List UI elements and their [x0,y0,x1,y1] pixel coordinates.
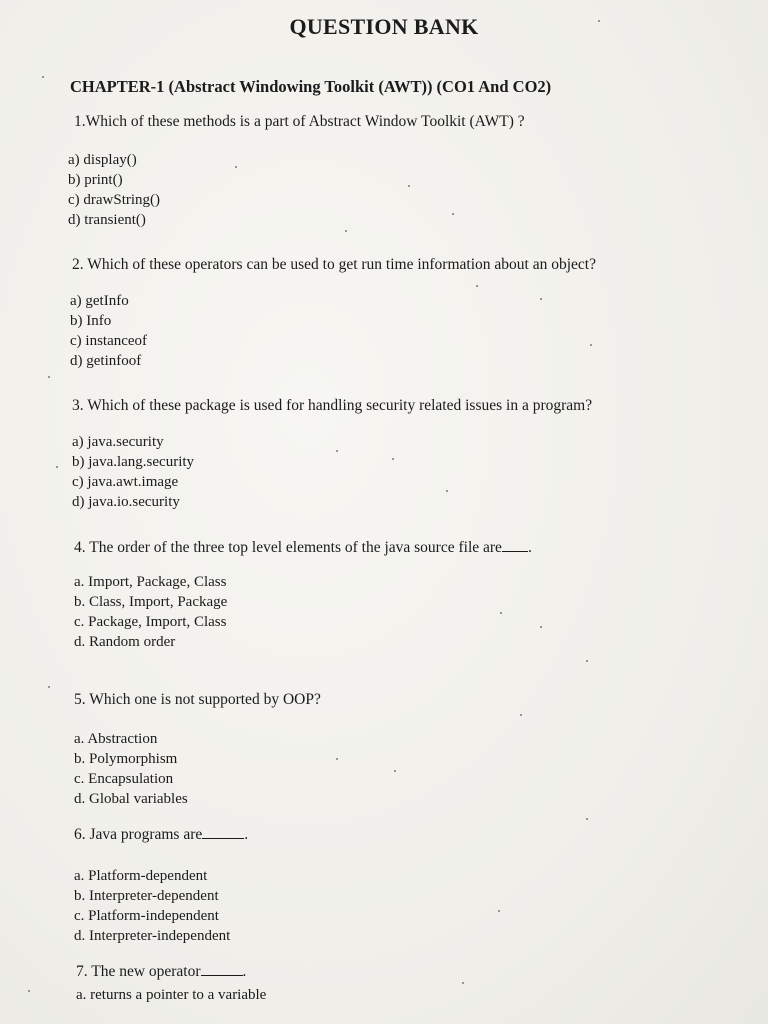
scan-speck [392,458,394,460]
option: c) drawString() [68,192,161,208]
option: a) getInfo [70,293,129,309]
option: b. Class, Import, Package [74,594,228,610]
question-1-options [68,150,160,230]
question-3: 3. Which of these package is used for handling security related issues in a program? [72,397,593,414]
chapter-heading: CHAPTER-1 (Abstract Windowing Toolkit (AWT)) (CO1 And CO2) [70,77,552,96]
scan-speck [520,714,522,716]
question-7 [76,963,246,981]
scan-speck [540,626,542,628]
scan-speck [476,285,478,287]
scan-speck [498,910,500,912]
scan-speck [42,76,44,78]
option: b) Info [70,313,112,329]
option: a. returns a pointer to a variable [76,987,267,1003]
question-4-text: 4. The order of the three top level elements of the java source file are [74,539,502,556]
question-6 [74,826,248,844]
option: c) instanceof [70,333,148,349]
scan-speck [28,990,30,992]
scan-speck [408,185,410,187]
question-2: 2. Which of these operators can be used to get run time information about an object? [72,256,596,273]
option: c. Encapsulation [74,771,174,787]
option: d) transient() [68,212,146,228]
page-title: QUESTION BANK [289,14,479,39]
scan-speck [235,166,237,168]
question-6-options [74,866,230,946]
option: a) display() [68,152,137,168]
option: d. Random order [74,634,176,650]
scan-speck [586,818,588,820]
scan-speck [540,298,542,300]
scan-speck [590,344,592,346]
scan-speck [336,450,338,452]
question-4 [74,539,532,557]
question-3-options [72,432,194,512]
question-7-suffix: . [242,963,247,980]
question-7-text: 7. The new operator [76,963,201,980]
option: a. Import, Package, Class [74,574,227,590]
scan-speck [336,758,338,760]
question-6-text: 6. Java programs are [74,826,203,843]
question-7-options [76,985,266,1005]
answer-blank [202,838,244,839]
option: c. Platform-independent [74,908,219,924]
question-6-suffix: . [244,826,249,843]
scan-speck [446,490,448,492]
scan-speck [500,612,502,614]
scan-speck [452,213,454,215]
question-4-suffix: . [527,539,532,556]
question-1: 1.Which of these methods is a part of Abstract Window Toolkit (AWT) ? [74,113,525,130]
option: c) java.awt.image [72,474,179,490]
scan-speck [598,20,600,22]
option: a. Abstraction [74,731,158,747]
option: a. Platform-dependent [74,868,208,884]
scan-speck [394,770,396,772]
question-2-options [70,291,147,371]
option: d) getinfoof [70,353,142,369]
option: b. Interpreter-dependent [74,888,219,904]
option: b. Polymorphism [74,751,178,767]
option: b) print() [68,172,123,188]
scan-speck [56,466,58,468]
question-5: 5. Which one is not supported by OOP? [74,691,321,708]
scan-speck [48,376,50,378]
option: d. Global variables [74,791,188,807]
scan-speck [48,686,50,688]
scan-speck [586,660,588,662]
question-4-options [74,572,227,652]
option: d. Interpreter-independent [74,928,231,944]
option: c. Package, Import, Class [74,614,227,630]
answer-blank [502,551,528,552]
scan-speck [462,982,464,984]
scan-speck [345,230,347,232]
option: b) java.lang.security [72,454,195,470]
answer-blank [201,975,243,976]
question-5-options [74,729,188,809]
option: d) java.io.security [72,494,180,510]
option: a) java.security [72,434,164,450]
